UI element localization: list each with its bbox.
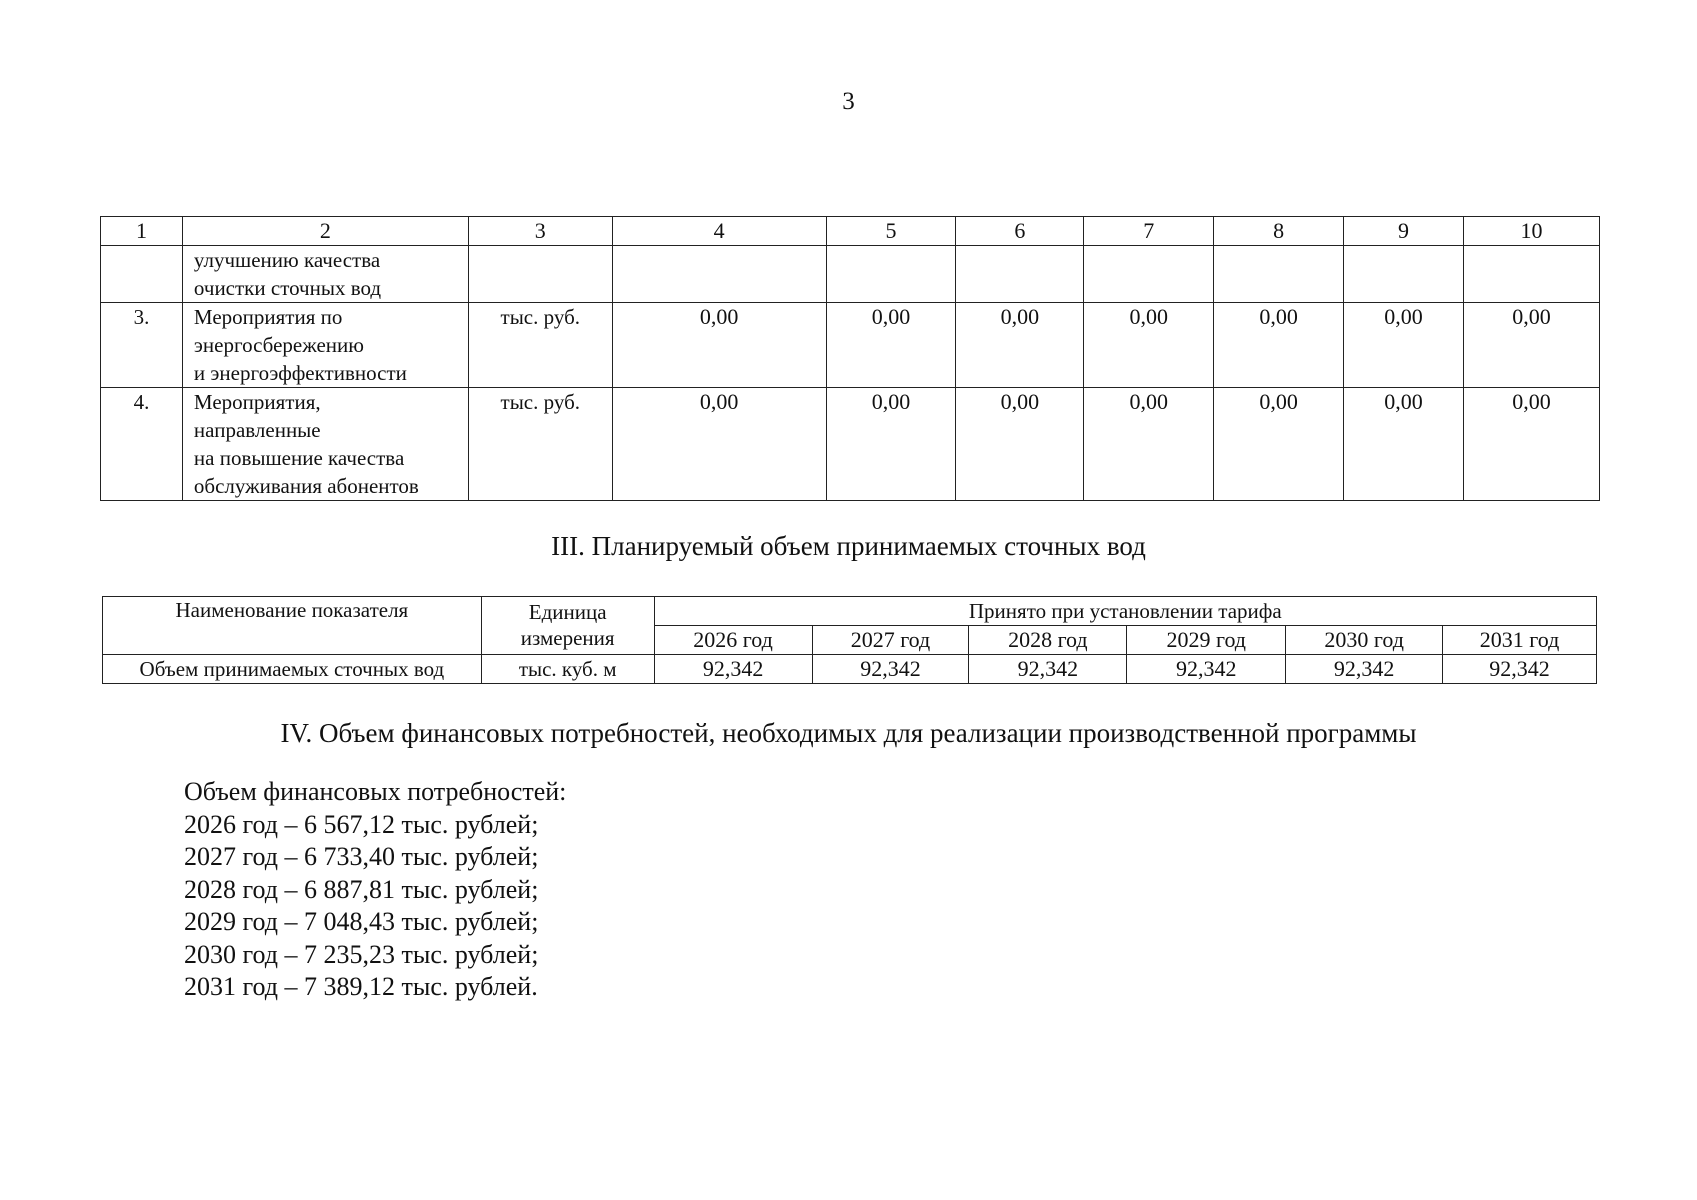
column-number: 10: [1464, 217, 1600, 246]
value-cell: 0,00: [826, 388, 956, 501]
section-4-title: IV. Объем финансовых потребностей, необходимых для реализации производственной программы: [280, 718, 1417, 748]
unit-header: [481, 597, 654, 655]
year-header: 2026 год: [654, 626, 812, 655]
financial-needs-line: 2029 год – 7 048,43 тыс. рублей;: [184, 907, 539, 936]
measure-name-line: обслуживания абонентов: [193, 474, 419, 498]
table-row: [101, 388, 1600, 501]
unit-cell: [468, 246, 612, 303]
value-cell: 0,00: [1344, 303, 1464, 388]
measure-name-line: улучшению качества: [193, 248, 381, 272]
page-number: 3: [842, 88, 855, 115]
value-cell: 92,342: [1443, 655, 1597, 684]
financial-needs-line: 2031 год – 7 389,12 тыс. рублей.: [184, 972, 538, 1001]
value-cell: 0,00: [1214, 303, 1344, 388]
row-number: 3.: [101, 303, 183, 388]
year-header: 2031 год: [1443, 626, 1597, 655]
unit-header-line: измерения: [520, 626, 615, 650]
value-cell: [612, 246, 826, 303]
value-cell: 0,00: [1084, 388, 1214, 501]
column-number: 5: [826, 217, 956, 246]
column-number: 8: [1214, 217, 1344, 246]
measure-name: [182, 246, 468, 303]
value-cell: 0,00: [1464, 303, 1600, 388]
financial-needs-text: [184, 776, 566, 1004]
column-number: 1: [101, 217, 183, 246]
value-cell: 0,00: [1344, 388, 1464, 501]
value-cell: 92,342: [812, 655, 969, 684]
column-number: 3: [468, 217, 612, 246]
value-cell: [1464, 246, 1600, 303]
year-header: 2027 год: [812, 626, 969, 655]
measure-name-line: на повышение качества: [193, 446, 405, 470]
value-cell: [1214, 246, 1344, 303]
volume-table: [102, 596, 1597, 684]
value-cell: 0,00: [612, 303, 826, 388]
value-cell: [1084, 246, 1214, 303]
volume-header-row: [103, 597, 1597, 626]
value-cell: 0,00: [612, 388, 826, 501]
unit-header-line: Единица: [528, 600, 607, 624]
row-number: [101, 246, 183, 303]
value-cell: 0,00: [826, 303, 956, 388]
year-header: 2029 год: [1127, 626, 1286, 655]
value-cell: [1344, 246, 1464, 303]
indicator-name: Объем принимаемых сточных вод: [103, 655, 482, 684]
section-3-title: III. Планируемый объем принимаемых сточных вод: [551, 531, 1146, 561]
value-cell: 0,00: [1214, 388, 1344, 501]
value-cell: 0,00: [1464, 388, 1600, 501]
unit-cell: тыс. руб.: [468, 388, 612, 501]
unit-cell: тыс. куб. м: [481, 655, 654, 684]
financial-needs-line: 2028 год – 6 887,81 тыс. рублей;: [184, 874, 539, 904]
measure-name-line: Мероприятия по: [193, 305, 343, 329]
value-cell: 92,342: [969, 655, 1127, 684]
value-cell: 0,00: [956, 303, 1084, 388]
column-number: 4: [612, 217, 826, 246]
table-row: [103, 655, 1597, 684]
measures-table: [100, 216, 1600, 501]
column-number: 9: [1344, 217, 1464, 246]
value-cell: 92,342: [1127, 655, 1286, 684]
financial-needs-line: 2027 год – 6 733,40 тыс. рублей;: [184, 842, 539, 871]
financial-needs-line: 2026 год – 6 567,12 тыс. рублей;: [184, 809, 539, 839]
measure-name: [182, 388, 468, 501]
measure-name: [182, 303, 468, 388]
measure-name-line: очистки сточных вод: [193, 276, 382, 300]
financial-needs-line: 2030 год – 7 235,23 тыс. рублей;: [184, 939, 539, 969]
value-cell: [826, 246, 956, 303]
value-cell: 92,342: [654, 655, 812, 684]
value-cell: [956, 246, 1084, 303]
row-number: 4.: [101, 388, 183, 501]
value-cell: 0,00: [1084, 303, 1214, 388]
column-number-row: [101, 217, 1600, 246]
column-number: 6: [956, 217, 1084, 246]
tariff-group-header: Принято при установлении тарифа: [654, 597, 1596, 626]
measure-name-line: Мероприятия,: [193, 390, 321, 414]
table-row: [101, 246, 1600, 303]
column-number: 7: [1084, 217, 1214, 246]
unit-cell: тыс. руб.: [468, 303, 612, 388]
measure-name-line: и энергоэффективности: [193, 361, 407, 385]
table-row: [101, 303, 1600, 388]
financial-needs-intro: Объем финансовых потребностей:: [184, 777, 567, 806]
value-cell: 0,00: [956, 388, 1084, 501]
column-number: 2: [182, 217, 468, 246]
year-header: 2028 год: [969, 626, 1127, 655]
measure-name-line: направленные: [193, 418, 321, 442]
indicator-name-header: Наименование показателя: [103, 597, 482, 655]
year-header: 2030 год: [1286, 626, 1443, 655]
value-cell: 92,342: [1286, 655, 1443, 684]
measure-name-line: энергосбережению: [193, 333, 364, 357]
